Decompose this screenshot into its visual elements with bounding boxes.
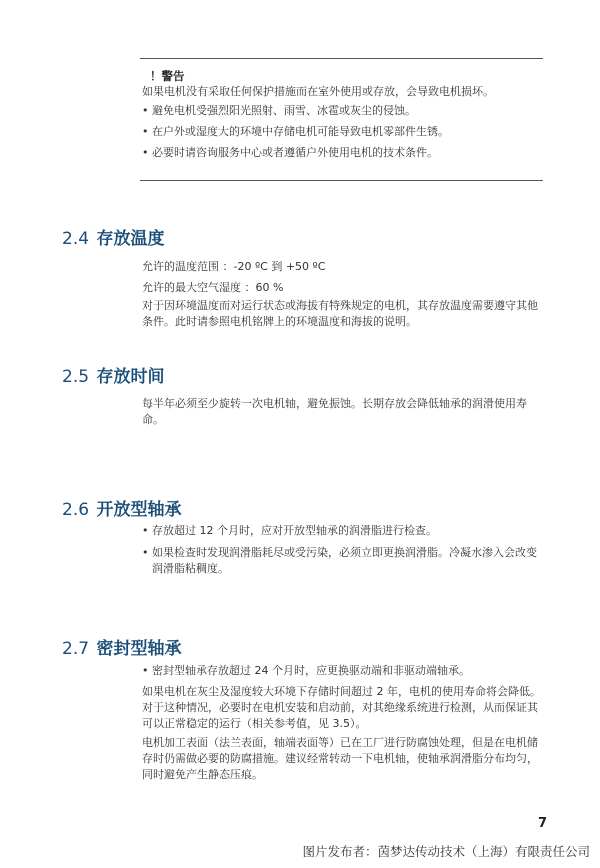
storage-time-text: 每半年必须至少旋转一次电机轴，避免振蚀。长期存放会降低轴承的润滑使用寿命。: [142, 397, 527, 426]
warning-bullet: • 必要时请咨询服务中心或者遵循户外使用电机的技术条件。: [142, 145, 537, 161]
warning-bullet: • 在户外或湿度大的环境中存储电机可能导致电机零部件生锈。: [142, 124, 537, 140]
section-heading-2-6: [62, 495, 181, 520]
sealed-bearing-bullet: • 密封型轴承存放超过 24 个月时，应更换驱动端和非驱动端轴承。: [142, 663, 537, 679]
warning-bullet: • 避免电机受强烈阳光照射、雨雪、冰雹或灰尘的侵蚀。: [142, 103, 537, 119]
warning-top-rule: [140, 58, 543, 59]
section-heading-2-7: [62, 634, 181, 659]
warning-bottom-rule: [140, 180, 543, 181]
temperature-range: 允许的温度范围 ：-20 ºC 到 +50 ºC: [142, 260, 326, 273]
warning-title: ！警告: [150, 69, 185, 83]
section-heading-2-5: [62, 362, 164, 387]
section-number: 2.7: [62, 639, 90, 659]
section-number: 2.6: [62, 500, 90, 520]
section-heading-2-4: [62, 224, 164, 249]
section-title: 开放型轴承: [96, 500, 182, 520]
sealed-bearing-para: 如果电机在灰尘及湿度较大环境下存储时间超过 2 年，电机的使用寿命将会降低。对于这种情况，必要时在电机安装和启动前，对其绝缘系统进行检测，从而保证其可以正常稳定的运行（相关参考值，见 3.5）。: [142, 685, 541, 730]
max-humidity: 允许的最大空气湿度 ：60 %: [142, 281, 284, 294]
open-bearing-bullet: • 如果检查时发现润滑脂耗尽或受污染，必须立即更换润滑脂。冷凝水渗入会改变润滑脂粘稠度。: [142, 545, 537, 577]
section-number: 2.5: [62, 367, 90, 387]
sealed-bearing-para: 电机加工表面（法兰表面，轴端表面等）已在工厂进行防腐蚀处理，但是在电机储存时仍需做必要的防腐措施。建议经常转动一下电机轴，使轴承润滑脂分布均匀，同时避免产生静态压痕。: [142, 736, 538, 781]
section-title: 存放温度: [96, 229, 165, 249]
section-title: 密封型轴承: [96, 639, 182, 659]
temperature-note: 对于因环境温度而对运行状态或海拔有特殊规定的电机，其存放温度需要遵守其他条件。此时请参照电机铭牌上的环境温度和海拔的说明。: [142, 299, 538, 328]
page-number: 7: [538, 816, 548, 831]
open-bearing-bullet: • 存放超过 12 个月时，应对开放型轴承的润滑脂进行检查。: [142, 523, 537, 539]
section-title: 存放时间: [96, 367, 165, 387]
image-credit: 图片发布者：茵梦达传动技术（上海）有限责任公司: [302, 844, 590, 859]
section-number: 2.4: [62, 229, 90, 249]
warning-intro: 如果电机没有采取任何保护措施而在室外使用或存放，会导致电机损坏。: [142, 85, 494, 98]
